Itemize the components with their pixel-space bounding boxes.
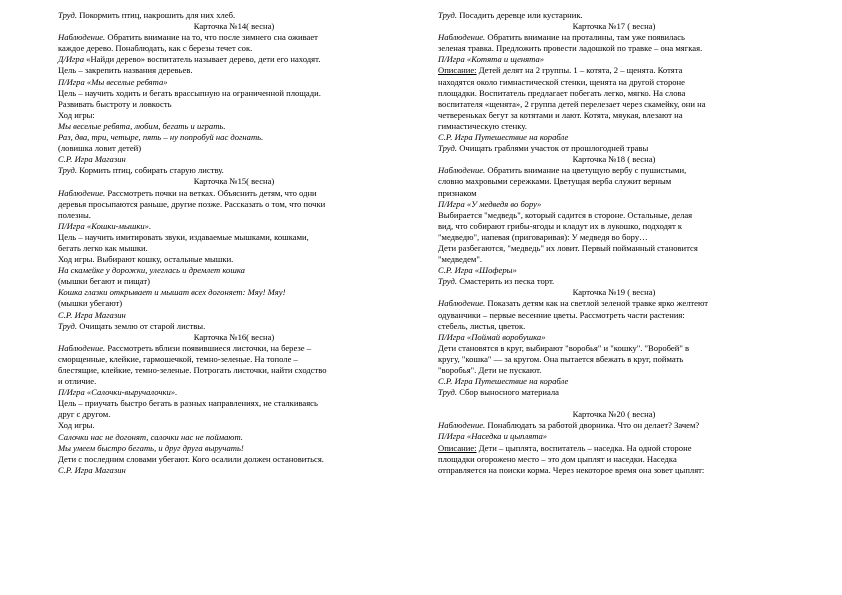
- game-title: П/Игра «Поймай воробушка»: [438, 331, 546, 342]
- rhyme-line: На скамейке у дорожки, улеглась и дремлет кошка: [58, 265, 245, 276]
- text-line: Развивать быстроту и ловкость: [58, 98, 172, 109]
- label-observation: Наблюдение.: [438, 298, 486, 309]
- text-line: Наблюдение. Рассмотреть вблизи появившиеся листочки, на березе –: [58, 342, 312, 353]
- text-line: Цель – научить ходить и бегать врассыпную на ограниченной площади.: [58, 87, 321, 98]
- text-line: Дети становятся в круг, выбирают "воробья" и "кошку". "Воробей" в: [438, 342, 690, 353]
- text-line: друг с другом.: [58, 409, 111, 420]
- label-observation: Наблюдение.: [438, 420, 486, 431]
- text-line: одуванчики – первые весенние цветы. Рассмотреть части растения:: [438, 309, 685, 320]
- card-title-20: Карточка №20 ( весна): [572, 409, 656, 420]
- right-column: [438, 10, 790, 476]
- role-game: С.Р. Игра «Шоферы»: [438, 265, 517, 276]
- text-line: Описание: Дети – цыплята, воспитатель – наседка. На одной стороне: [438, 442, 692, 453]
- text-line: воспитателя «щенята», 2 группа детей перелезает через скамейку, они на: [438, 98, 706, 109]
- label-description: Описание:: [438, 442, 477, 453]
- text-line: Труд. Очищать граблями участок от прошлогодней травы: [438, 143, 649, 154]
- card-title-16: Карточка №16( весна): [193, 331, 275, 342]
- label-trud: Труд.: [438, 10, 458, 20]
- text-line: стебель, листья, цветок.: [438, 320, 526, 331]
- text-line: (мышки бегают и пищат): [58, 276, 151, 287]
- text-line: Наблюдение. Понаблюдать за работой дворника. Что он делает? Зачем?: [438, 420, 700, 431]
- game-title: П/Игра «Наседка и цыплята»: [438, 431, 548, 442]
- role-game: С.Р. Игра Магазин: [58, 309, 126, 320]
- text-line: Труд. Очищать землю от старой листвы.: [58, 320, 206, 331]
- text-line: площадки. Воспитатель предлагает побегать легко, мягко. На слова: [438, 87, 686, 98]
- text-line: "медведю", напевая (приговаривая): У медведя во бору…: [438, 231, 648, 242]
- text-line: четвереньках бегут за котятами и лают. Котята, мяукая, влезают на: [438, 109, 683, 120]
- text-line: (ловишка ловит детей): [58, 143, 142, 154]
- text-line: Наблюдение. Рассмотреть почки на ветках. Объяснить детям, что одни: [58, 187, 317, 198]
- text-line: отправляется на поиски корма. Через некоторое время она зовет цыплят:: [438, 464, 705, 475]
- text-line: Выбирается "медведь", который садится в стороне. Остальные, делая: [438, 209, 693, 220]
- text-line: Ход игры:: [58, 109, 95, 120]
- rhyme-line: Мы умеем быстро бегать, и друг друга выручать!: [58, 442, 244, 453]
- card-title-18: Карточка №18 ( весна): [572, 154, 656, 165]
- text-line: Труд. Кормить птиц, собирать старую листву.: [58, 165, 224, 176]
- label-observation: Наблюдение.: [58, 342, 106, 353]
- text-line: Цель – приучать быстро бегать в разных направлениях, не сталкиваясь: [58, 398, 318, 409]
- card-title-15: Карточка №15( весна): [193, 176, 275, 187]
- text-line: полезны.: [58, 209, 91, 220]
- text-line: вид, что собирают грибы-ягоды и кладут их в лукошко, подходят к: [438, 220, 683, 231]
- text-line: Наблюдение. Показать детям как на светлой зеленой травке ярко желтеют: [438, 298, 709, 309]
- text-line: Цель – научить имитировать звуки, издаваемые мышками, кошками,: [58, 231, 309, 242]
- text-line: Труд. Сбор выносного материала: [438, 387, 559, 398]
- game-title: П/Игра «Котята и щенята»: [438, 54, 545, 65]
- text-line: Цель – закрепить названия деревьев.: [58, 65, 193, 76]
- text-line: Наблюдение. Обратить внимание на цветущую вербу с пушистыми,: [438, 165, 687, 176]
- text-line: зеленая травка. Предложить провести ладошкой по травке – она мягкая.: [438, 43, 703, 54]
- text-line: Труд. Посадить деревце или кустарник.: [438, 10, 583, 20]
- rhyme-line: Раз, два, три, четыре, пять – ну попробуй нас догнать.: [58, 132, 264, 143]
- card-title-14: Карточка №14( весна): [193, 21, 275, 32]
- text-line: находятся около гимнастической стенки, щенята на другой стороне: [438, 76, 685, 87]
- text-line: сморщенные, клейкие, гармошечкой, темно-зеленые. На тополе –: [58, 353, 298, 364]
- label-observation: Наблюдение.: [58, 32, 106, 43]
- text-line: Труд. Смастерить из песка торт.: [438, 276, 555, 287]
- text-line: признаком: [438, 187, 477, 198]
- label-trud: Труд.: [438, 387, 458, 398]
- rhyme-line: Мы веселые ребята, любим, бегать и играть.: [58, 120, 226, 131]
- label-trud: Труд.: [58, 165, 78, 176]
- rhyme-line: Кошка глазки открывает и мышат всех догоняет: Мяу! Мяу!: [58, 287, 286, 298]
- text-line: Дети разбегаются, "медведь" их ловит. Первый пойманный становится: [438, 242, 698, 253]
- game-title: П/Игра «Салочки-выручалочки».: [58, 387, 178, 398]
- text-line: площадки огорожено место – это дом цыплят и наседки. Наседка: [438, 453, 677, 464]
- label-observation: Наблюдение.: [438, 32, 486, 43]
- text-line: Описание: Детей делят на 2 группы. 1 – котята, 2 – щенята. Котята: [438, 65, 683, 76]
- text-line: Наблюдение. Обратить внимание на проталины, там уже появилась: [438, 32, 685, 43]
- card-title-17: Карточка №17 ( весна): [572, 21, 656, 32]
- label-trud: Труд.: [58, 10, 78, 20]
- text-line: "медведем".: [438, 254, 483, 265]
- text-line: кругу, "кошка" — за кругом. Она пытается вбежать в круг, поймать: [438, 353, 684, 364]
- label-observation: Наблюдение.: [58, 187, 106, 198]
- left-column: [58, 10, 410, 476]
- text-line: Ход игры.: [58, 420, 95, 431]
- spacer: [438, 398, 790, 409]
- game-title: П/Игра «Мы веселые ребята»: [58, 76, 168, 87]
- game-title: П/Игра «Кошки-мышки».: [58, 220, 152, 231]
- text-line: деревья просыпаются раньше, другие позже. Рассказать о том, что почки: [58, 198, 326, 209]
- rhyme-line: Салочки нас не догонят, салочки нас не поймают.: [58, 431, 243, 442]
- text-line: бегать легко как мышки.: [58, 242, 148, 253]
- text-line: Д/Игра «Найди дерево» воспитатель называет дерево, дети его находят.: [58, 54, 321, 65]
- role-game: С.Р. Игра Путешествие на корабле: [438, 376, 569, 387]
- text-line: Наблюдение. Обратить внимание на то, что после зимнего сна оживает: [58, 32, 318, 43]
- text-line: и отличие.: [58, 376, 97, 387]
- text-line: гимнастическую стенку.: [438, 120, 527, 131]
- text-line: каждое дерево. Понаблюдать, как с березы течет сок.: [58, 43, 253, 54]
- text-line: Труд. Покормить птиц, накрошить для них хлеб.: [58, 10, 236, 20]
- text-line: Ход игры. Выбирают кошку, остальные мышки.: [58, 254, 234, 265]
- role-game: С.Р. Игра Магазин: [58, 464, 126, 475]
- label-observation: Наблюдение.: [438, 165, 486, 176]
- label-trud: Труд.: [438, 143, 458, 154]
- label-trud: Труд.: [58, 320, 78, 331]
- text-line: словно махровыми сережками. Цветущая верба служит верным: [438, 176, 672, 187]
- label-trud: Труд.: [438, 276, 458, 287]
- role-game: С.Р. Игра Магазин: [58, 154, 126, 165]
- role-game: С.Р. Игра Путешествие на корабле: [438, 132, 569, 143]
- label-dgame: Д/Игра: [58, 54, 85, 65]
- text-line: "воробья". Дети не пускают.: [438, 365, 542, 375]
- text-line: блестящие, клейкие, темно-зеленые. Потрогать листочки, найти сходство: [58, 365, 327, 375]
- text-line: (мышки убегают): [58, 298, 123, 309]
- card-title-19: Карточка №19 ( весна): [572, 287, 656, 298]
- game-title: П/Игра «У медведя во бору»: [438, 198, 542, 209]
- label-description: Описание:: [438, 65, 477, 76]
- text-line: Дети с последним словами убегают. Кого осалили должен остановиться.: [58, 453, 324, 464]
